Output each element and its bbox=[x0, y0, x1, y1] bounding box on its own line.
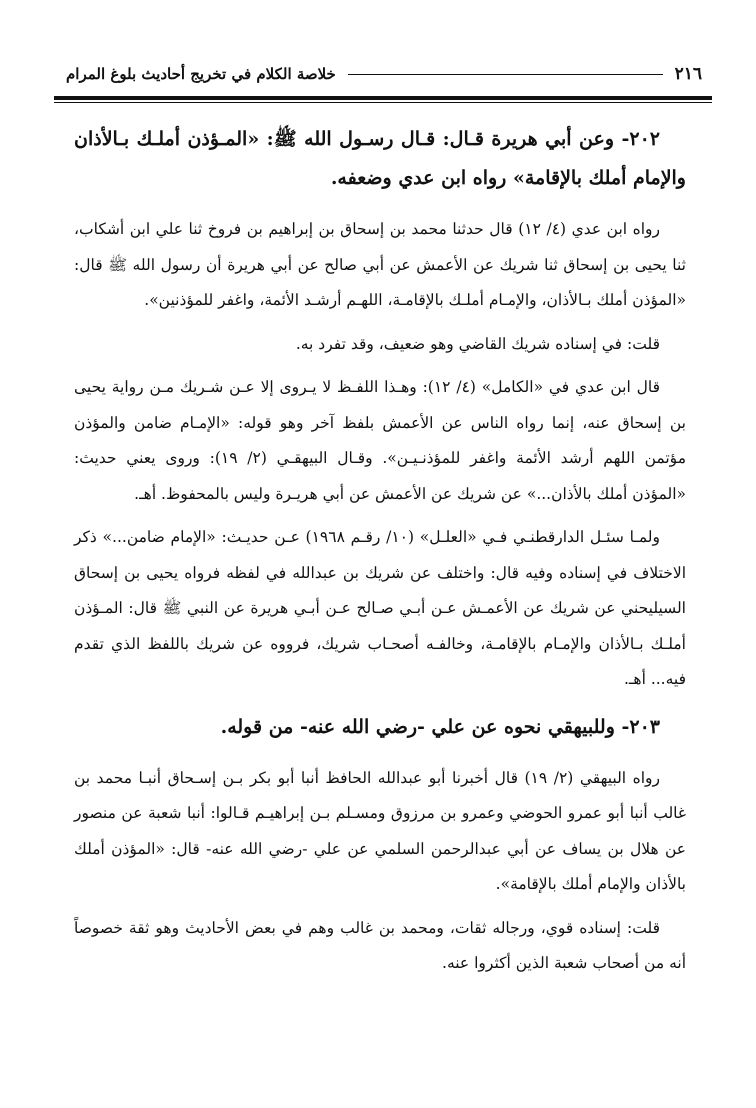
comment-paragraph: قلت: في إسناده شريك القاضي وهو ضعيف، وقد تفرد به. bbox=[295, 334, 660, 353]
running-header bbox=[66, 60, 702, 88]
hadith-202-text: ٢٠٢- وعن أبي هريرة قـال: قـال رسـول الله ﷺ: «المـؤذن أملـك بـالأذان والإمام أملك بالإقامة» رواه ابن عدي وضعفه. bbox=[74, 128, 686, 189]
page-number: ٢١٦ bbox=[674, 64, 702, 84]
hadith-203-text: ٢٠٣- وللبيهقي نحوه عن علي -رضي الله عنه- من قوله. bbox=[220, 715, 660, 738]
bayhaqi-paragraph: رواه البيهقي (٢/ ١٩) قال أخبرنا أبو عبدالله الحافظ أنبا أبو بكر بـن إسـحاق أنبـا محمد بن غالب أنبا أبو عمرو الحوضي وعمرو بن مرزوق ومسـلم بـن إبراهيـم قـالوا: أنبا شعبة عن منصور عن هلال بن يساف عن أبي عبدالرحمن السلمي عن علي -رضي الله عنه- قال: «المؤذن أملك بالأذان والإمام أملك بالإقامة». bbox=[74, 768, 686, 893]
header-line bbox=[348, 74, 663, 75]
ibn-adi-paragraph: قال ابن عدي في «الكامل» (٤/ ١٢): وهـذا اللفـظ لا يـروى إلا عـن شـريك مـن رواية يحيى بن إسحاق عنه، إنما رواه الناس عن الأعمش بلفظ آخر وهو قوله: «الإمـام ضامن والمؤذن مؤتمن اللهم أرشد الأئمة واغفر للمؤذنـيـن». وقـال البيهقـي (٢/ ١٩): وروى يعني حديث: «المؤذن أملك بالأذان...» عن شريك عن الأعمش عن أبي هريـرة وليس بالمحفوظ. أهـ. bbox=[74, 378, 686, 503]
final-comment-paragraph: قلت: إسناده قوي، ورجاله ثقات، ومحمد بن غالب وهم في بعض الأحاديث وهو ثقة خصوصاً أنه من أصحاب شعبة الذين أكثروا عنه. bbox=[74, 918, 686, 972]
header-rule-thick bbox=[54, 96, 712, 100]
daraqutni-paragraph: ولمـا سئـل الدارقطنـي فـي «العلـل» (١٠/ رقـم ١٩٦٨) عـن حديـث: «الإمام ضامن...» ذكر الاختلاف في إسناده وفيه قال: واختلف عن شريك بن عبدالله في لفظه فرواه يحيى بن إسحاق السيليحني عن شريك عن الأعمـش عـن أبـي صـالح عـن أبـي هريرة عن النبي ﷺ قال: المـؤذن أملـك بـالأذان والإمـام بالإقامـة، وخالفـه أصحـاب شريك، فرووه عن شريك باللفظ الذي تقدم فيه... أهـ. bbox=[74, 528, 686, 688]
header-rule-thin bbox=[54, 102, 712, 103]
page-body bbox=[74, 120, 686, 990]
takhrij-paragraph: رواه ابن عدي (٤/ ١٢) قال حدثنا محمد بن إسحاق بن إبراهيم بن فروخ ثنا علي ابن أشكاب، ثنا يحيى بن إسحاق ثنا شريك عن الأعمش عن أبي صالح عن أبي هريرة أن رسول الله ﷺ قال: «المؤذن أملك بـالأذان، والإمـام أملـك بالإقامـة، اللهـم أرشـد الأئمة، واغفر للمؤذنين». bbox=[74, 220, 686, 309]
book-title: خلاصة الكلام في تخريج أحاديث بلوغ المرام bbox=[66, 65, 336, 83]
